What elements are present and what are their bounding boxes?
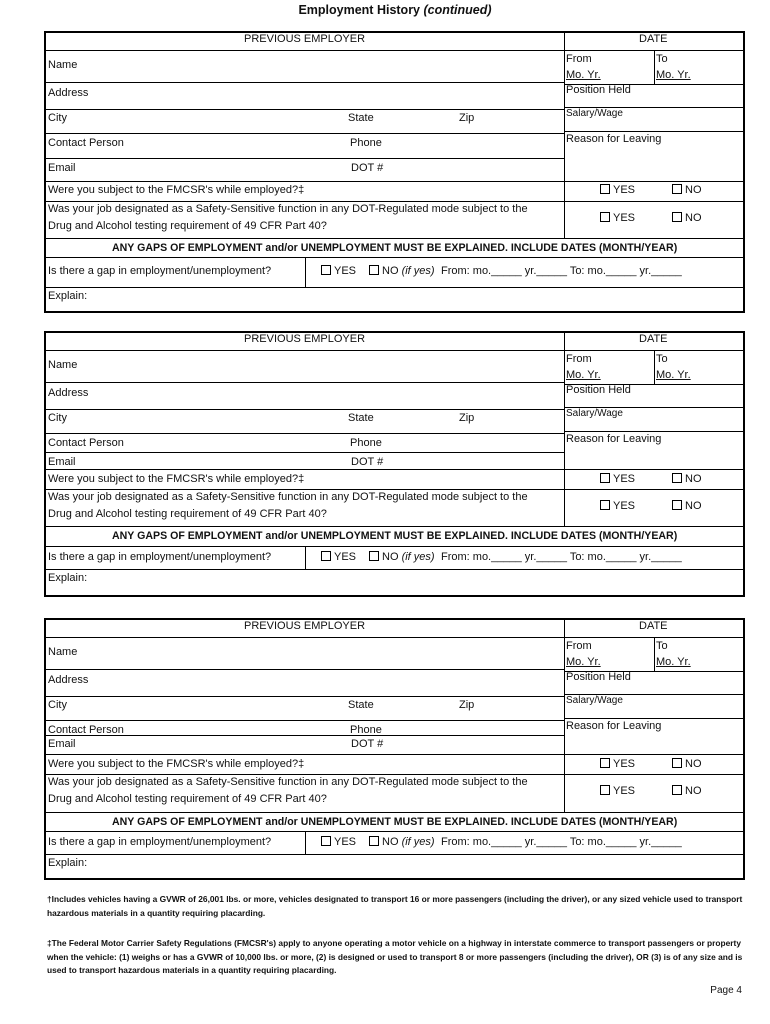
fmcsr-question: Were you subject to the FMCSR's while employed?‡: [48, 473, 305, 485]
checkbox-icon: [600, 184, 610, 194]
previous-employer-header: PREVIOUS EMPLOYER: [244, 620, 366, 632]
date-header: DATE: [639, 333, 668, 345]
fmcsr-no-checkbox[interactable]: NO: [672, 758, 702, 770]
checkbox-icon: [369, 551, 379, 561]
gap-no-checkbox[interactable]: NO (if yes): [369, 265, 435, 277]
state-field[interactable]: State: [348, 699, 374, 711]
employer-section-3: [44, 618, 745, 880]
gap-question: Is there a gap in employment/unemployment?: [48, 836, 272, 848]
checkbox-icon: [600, 785, 610, 795]
from-label: From: [566, 53, 592, 65]
email-field[interactable]: Email: [48, 162, 76, 174]
dot-yes-checkbox[interactable]: YES: [600, 212, 635, 224]
checkbox-icon: [672, 785, 682, 795]
phone-field[interactable]: Phone: [350, 724, 382, 736]
dot-question-line1: Was your job designated as a Safety-Sensitive function in any DOT-Regulated mode subject to the: [48, 203, 528, 215]
to-label: To: [656, 640, 668, 652]
checkbox-icon: [321, 551, 331, 561]
position-held-field[interactable]: Position Held: [566, 84, 631, 96]
contact-person-field[interactable]: Contact Person: [48, 137, 124, 149]
gap-yes-checkbox[interactable]: YES: [321, 551, 356, 563]
checkbox-icon: [600, 473, 610, 483]
checkbox-icon: [672, 758, 682, 768]
from-mo-yr[interactable]: Mo. Yr.: [566, 69, 601, 81]
name-field[interactable]: Name: [48, 59, 78, 71]
dot-number-field[interactable]: DOT #: [351, 456, 384, 468]
to-mo-yr[interactable]: Mo. Yr.: [656, 69, 691, 81]
state-field[interactable]: State: [348, 112, 374, 124]
checkbox-icon: [369, 836, 379, 846]
checkbox-icon: [672, 473, 682, 483]
to-mo-yr[interactable]: Mo. Yr.: [656, 656, 691, 668]
gap-dates-field[interactable]: From: mo._____ yr._____ To: mo._____ yr._____: [441, 551, 682, 563]
name-field[interactable]: Name: [48, 359, 78, 371]
dot-number-field[interactable]: DOT #: [351, 738, 384, 750]
checkbox-icon: [672, 500, 682, 510]
explain-field[interactable]: Explain:: [48, 572, 88, 584]
salary-wage-field[interactable]: Salary/Wage: [566, 108, 623, 119]
fmcsr-yes-checkbox[interactable]: YES: [600, 184, 635, 196]
dot-yes-checkbox[interactable]: YES: [600, 785, 635, 797]
fmcsr-question: Were you subject to the FMCSR's while employed?‡: [48, 184, 305, 196]
state-field[interactable]: State: [348, 412, 374, 424]
zip-field[interactable]: Zip: [459, 412, 475, 424]
employer-section-1: [44, 31, 745, 313]
dot-no-checkbox[interactable]: NO: [672, 785, 702, 797]
page-number: Page 4: [710, 985, 742, 996]
checkbox-icon: [600, 758, 610, 768]
from-mo-yr[interactable]: Mo. Yr.: [566, 369, 601, 381]
dot-question-line2: Drug and Alcohol testing requirement of 49 CFR Part 40?: [48, 220, 327, 232]
reason-for-leaving-field[interactable]: Reason for Leaving: [566, 720, 662, 732]
city-field[interactable]: City: [48, 112, 67, 124]
from-label: From: [566, 353, 592, 365]
reason-for-leaving-field[interactable]: Reason for Leaving: [566, 133, 662, 145]
checkbox-icon: [321, 836, 331, 846]
from-mo-yr[interactable]: Mo. Yr.: [566, 656, 601, 668]
date-header: DATE: [639, 33, 668, 45]
zip-field[interactable]: Zip: [459, 112, 475, 124]
gap-yes-checkbox[interactable]: YES: [321, 265, 356, 277]
gaps-banner: ANY GAPS OF EMPLOYMENT and/or UNEMPLOYMENT MUST BE EXPLAINED. INCLUDE DATES (MONTH/YEAR): [112, 242, 678, 254]
position-held-field[interactable]: Position Held: [566, 671, 631, 683]
salary-wage-field[interactable]: Salary/Wage: [566, 695, 623, 706]
checkbox-icon: [600, 212, 610, 222]
contact-person-field[interactable]: Contact Person: [48, 724, 124, 736]
dot-question-line1: Was your job designated as a Safety-Sensitive function in any DOT-Regulated mode subject to the: [48, 776, 528, 788]
fmcsr-question: Were you subject to the FMCSR's while employed?‡: [48, 758, 305, 770]
footnote-double-dagger: ‡The Federal Motor Carrier Safety Regulations (FMCSR's) apply to anyone operating a motor vehicle on a highway in interstate commerce to transport passengers or property when the vehicle: (1) weighs or has a GVWR of 10,000 lbs. or more, (2) is designed or used to transport 8 or more passengers (including the driver), OR (3) is of any size and is used to transport hazardous materials in a quantity requiring placarding.: [47, 938, 743, 975]
phone-field[interactable]: Phone: [350, 437, 382, 449]
fmcsr-no-checkbox[interactable]: NO: [672, 184, 702, 196]
fmcsr-yes-checkbox[interactable]: YES: [600, 758, 635, 770]
dot-yes-checkbox[interactable]: YES: [600, 500, 635, 512]
gaps-banner: ANY GAPS OF EMPLOYMENT and/or UNEMPLOYMENT MUST BE EXPLAINED. INCLUDE DATES (MONTH/YEAR): [112, 816, 678, 828]
dot-question-line2: Drug and Alcohol testing requirement of 49 CFR Part 40?: [48, 508, 327, 520]
checkbox-icon: [369, 265, 379, 275]
contact-person-field[interactable]: Contact Person: [48, 437, 124, 449]
title-continued: (continued): [423, 3, 492, 17]
checkbox-icon: [672, 184, 682, 194]
footnote-dagger: †Includes vehicles having a GVWR of 26,001 lbs. or more, vehicles designated to transport 16 or more passengers (including the driver), or any sized vehicle used to transport hazardous materials in a quantity requiring placarding.: [47, 894, 743, 918]
checkbox-icon: [600, 500, 610, 510]
position-held-field[interactable]: Position Held: [566, 384, 631, 396]
phone-field[interactable]: Phone: [350, 137, 382, 149]
to-label: To: [656, 53, 668, 65]
to-mo-yr[interactable]: Mo. Yr.: [656, 369, 691, 381]
from-label: From: [566, 640, 592, 652]
reason-for-leaving-field[interactable]: Reason for Leaving: [566, 433, 662, 445]
gaps-banner: ANY GAPS OF EMPLOYMENT and/or UNEMPLOYMENT MUST BE EXPLAINED. INCLUDE DATES (MONTH/YEAR): [112, 530, 678, 542]
employer-section-2: [44, 331, 745, 597]
fmcsr-yes-checkbox[interactable]: YES: [600, 473, 635, 485]
city-field[interactable]: City: [48, 412, 67, 424]
checkbox-icon: [672, 212, 682, 222]
dot-number-field[interactable]: DOT #: [351, 162, 384, 174]
explain-field[interactable]: Explain:: [48, 290, 88, 302]
dot-question-line2: Drug and Alcohol testing requirement of 49 CFR Part 40?: [48, 793, 327, 805]
salary-wage-field[interactable]: Salary/Wage: [566, 408, 623, 419]
dot-no-checkbox[interactable]: NO: [672, 212, 702, 224]
gap-dates-field[interactable]: From: mo._____ yr._____ To: mo._____ yr._____: [441, 265, 682, 277]
previous-employer-header: PREVIOUS EMPLOYER: [244, 33, 366, 45]
address-field[interactable]: Address: [48, 87, 89, 99]
to-label: To: [656, 353, 668, 365]
city-field[interactable]: City: [48, 699, 67, 711]
dot-no-checkbox[interactable]: NO: [672, 500, 702, 512]
explain-field[interactable]: Explain:: [48, 857, 88, 869]
page-title: [0, 3, 770, 17]
date-header: DATE: [639, 620, 668, 632]
title-main: Employment History: [298, 3, 421, 17]
gap-question: Is there a gap in employment/unemployment?: [48, 551, 272, 563]
address-field[interactable]: Address: [48, 674, 89, 686]
fmcsr-no-checkbox[interactable]: NO: [672, 473, 702, 485]
address-field[interactable]: Address: [48, 387, 89, 399]
gap-no-checkbox[interactable]: NO (if yes): [369, 836, 435, 848]
gap-question: Is there a gap in employment/unemployment?: [48, 265, 272, 277]
gap-yes-checkbox[interactable]: YES: [321, 836, 356, 848]
zip-field[interactable]: Zip: [459, 699, 475, 711]
gap-dates-field[interactable]: From: mo._____ yr._____ To: mo._____ yr._____: [441, 836, 682, 848]
previous-employer-header: PREVIOUS EMPLOYER: [244, 333, 366, 345]
email-field[interactable]: Email: [48, 456, 76, 468]
name-field[interactable]: Name: [48, 646, 78, 658]
gap-no-checkbox[interactable]: NO (if yes): [369, 551, 435, 563]
checkbox-icon: [321, 265, 331, 275]
email-field[interactable]: Email: [48, 738, 76, 750]
dot-question-line1: Was your job designated as a Safety-Sensitive function in any DOT-Regulated mode subject to the: [48, 491, 528, 503]
